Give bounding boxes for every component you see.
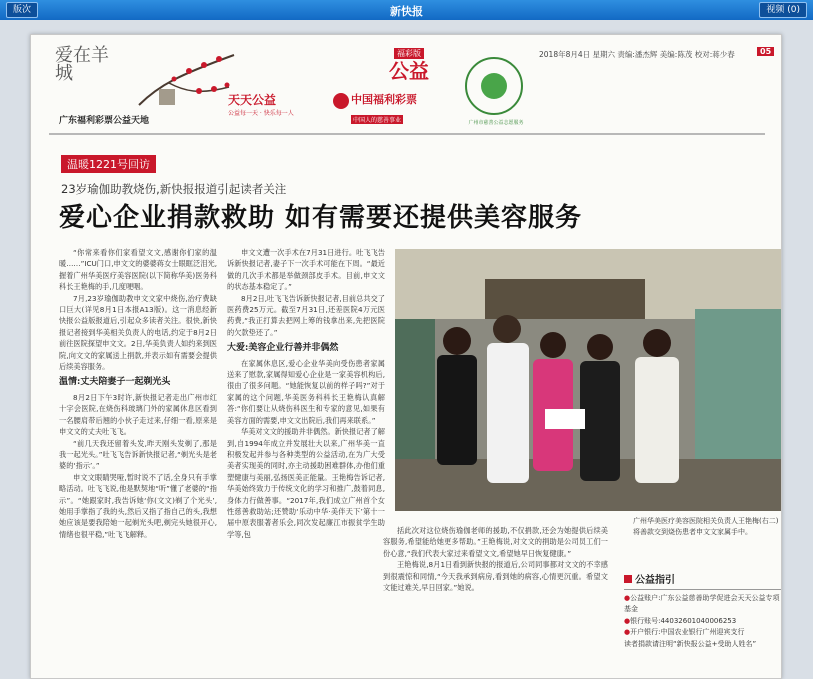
charity-guide-box [624,575,782,650]
guide-title-text: 公益指引 [635,575,675,586]
newspaper-page [30,34,782,679]
tiantian-gongyi-logo [228,91,328,117]
edition-button[interactable]: 版次 [6,2,38,18]
guide-item-text: 银行账号:44032601040006253 [630,616,737,625]
plum-blossom-illustration [129,45,239,111]
paragraph: 申文文遭一次手术在7月31日进行。吐飞飞告诉新快报记者,妻子下一次手术可能在下周。“最近做的几次手术都是举做颈部皮手术。目前,申文文的状态基本稳定了。” [227,248,385,292]
logo1-subtitle: 公益每一天 · 快乐每一人 [228,110,294,117]
article-kicker: 温暖1221号回访 [61,155,156,173]
photo-caption: 广州华美医疗美容医院相关负责人王艳梅(右二)将善款交到烧伤患者申文文家属手中。 [633,517,779,536]
brand-block [49,43,239,129]
article-photo[interactable] [395,249,781,511]
seal-emblem-icon [481,73,507,99]
brand-subtitle: 广东福利彩票公益天地 [59,116,150,126]
guide-item-text: 公益账户:广东公益慈善助学促进会天天公益专项基金 [624,593,780,613]
paragraph: “你常来看你们家看望文文,感谢你们家的温暖……”ICU门口,申文文的婆婆蒋女士眼眶泛泪光,握着广州华美医疗美容医院(以下简称华美)医务科科长王艳梅的手,几度哽咽。 [59,248,217,292]
section-heading: 大爱:美容企业行善并非偶然 [227,343,339,354]
paragraph: 括此次对这位烧伤瑜伽老师的援助,不仅捐款,还会为她提供后续美容服务,希望能给她更多帮助。”王艳梅说,对文文的捐助是公司员工们一份心意,“我们代表大家过来看望文文,希望她早日恢复健康。” [383,526,608,558]
paragraph: 申文文眼睛哭哑,暂时说不了话,全身只有手掌略活动。吐飞飞说,他是默契地“听”懂了老婆的“指示”。“她跟家时,我告诉她‘你(文文)剃了个光头’,她用手掌指了我的头,然后又指了指自己的头,我想她应该是要我陪她一起剃光头吧,剃完头她很开心,情绪也很平稳,”吐飞飞解释。 [59,472,217,539]
guide-item-text: 开户银行:中国农业银行广州迎宾支行 [630,628,745,636]
section-tag: 福彩版 [394,48,424,59]
bullet-icon: ● [624,616,631,625]
logo2-subtitle: 中国人的慈善事业 [353,117,402,124]
logo1-title: 天天公益 [228,93,277,107]
guide-title [624,575,782,590]
guide-item [624,627,782,639]
article-subhead: 23岁瑜伽助教烧伤,新快报报道引起读者关注 [61,182,287,196]
paragraph: 王艳梅说,8月1日看到新快报的报道后,公司同事都对文文的不幸感到很震惊和同情,“今天我承到病房,看到她的病容,心情更沉重。希望文文能过难关,早日回家。”她说。 [383,560,608,593]
paragraph: 8月2日下午3时许,新快报记者走出广州市红十字会医院,在烧伤科玻璃门外的家属休息区看到一名腰肩带后翘的小伙子走过来,仔细一看,原来是申文文的丈夫吐飞飞。 [59,392,217,437]
top-toolbar [0,0,813,20]
square-bullet-icon [624,575,632,583]
section-heading: 温情:丈夫陪妻子一起剃光头 [59,377,171,388]
paragraph: “前几天我还留着头发,昨天刚头发剃了,那是我一起光头。”吐飞飞告诉新快报记者,“剃光头是老婆的‘指示’。” [59,438,217,471]
bullet-icon: ● [624,593,631,602]
page-number: 05 [757,47,774,56]
welfare-lottery-logo [333,91,443,124]
brand-calligraphy: 爱在羊城 [55,45,109,84]
issue-meta: 2018年8月4日 星期六 责编:潘杰辉 美编:陈茂 校对:蒋少春 [539,50,735,59]
paragraph: 7月,23岁瑜伽助教申文文家中烧伤,治疗费缺口巨大(详见8月1日本报A13版)。这一消息经新快报公益版报道后,引起众多读者关注。很快,新快报记者接到华美相关负责人的电话,约定于8月2日前往医院探望申文文。2日,华美负责人如约来到医院,向文文的家属送上捐款,并表示如有需要会提供后续美容服务。 [59,293,217,372]
guide-item [624,639,782,651]
guide-item [624,616,782,628]
article-column-2 [227,247,385,677]
paragraph: 在家属休息区,爱心企业华美向受伤患者家属送来了慰款,家属得知爱心企业是一家美容机构后,很由了很多问题。“她能恢复以前的样子吗?”对于家属的这个问题,华美医务科科长王艳梅认真解答:“你们要让从烧伤科医生和专家的意见,如果有美容方面的需要,申文文出院后,我们再来联系。” [227,358,385,425]
logo2-title: 中国福利彩票 [351,93,417,106]
article-headline: 爱心企业捐款救助 如有需要还提供美容服务 [59,203,583,233]
section-name: 公益 [389,59,429,83]
lottery-emblem-icon [333,93,349,109]
video-button[interactable]: 视频 (0) [759,2,807,18]
article-column-3 [383,525,608,679]
guide-item-text: 读者捐款请注明“新快报公益+受助人姓名” [624,639,757,648]
article-column-1 [59,247,217,677]
charity-seal-logo [465,57,524,126]
seal-caption: 广州市慈善公益志愿服务 [468,120,524,126]
paragraph: 8月2日,吐飞飞告诉新快报记者,目前总共交了医药费25万元。截至7月31日,还差医院4万元医药费,“我正打算去把网上筹的钱拿出来,先把医院的欠款垫还了。” [227,293,385,337]
section-header [369,41,449,83]
header-divider [49,133,765,135]
paragraph: 华美对文文的援助并非偶然。新快报记者了解到,自1994年成立并发展壮大以来,广州华美一直积极发起并参与各种类型的公益活动,在为广大受美者实现美的同时,亦主动援助困难群体,办他们重塑健康与美丽,弘扬医美正能量。王艳梅告诉记者,华美始终致力于传统文化的学习和推广,鼓着同息,身体力行做善事。“2017年,我们成立广州首个女性慈善救助站;还赞助‘乐动中华·美伴天下’第十一届中原表服著者乐会,同次发起廉江市振贫学生助学等,包 [227,427,385,539]
bullet-icon: ● [624,628,631,636]
app-title: 新快报 [390,5,423,18]
photo-illustration [395,249,781,511]
guide-item [624,593,782,616]
